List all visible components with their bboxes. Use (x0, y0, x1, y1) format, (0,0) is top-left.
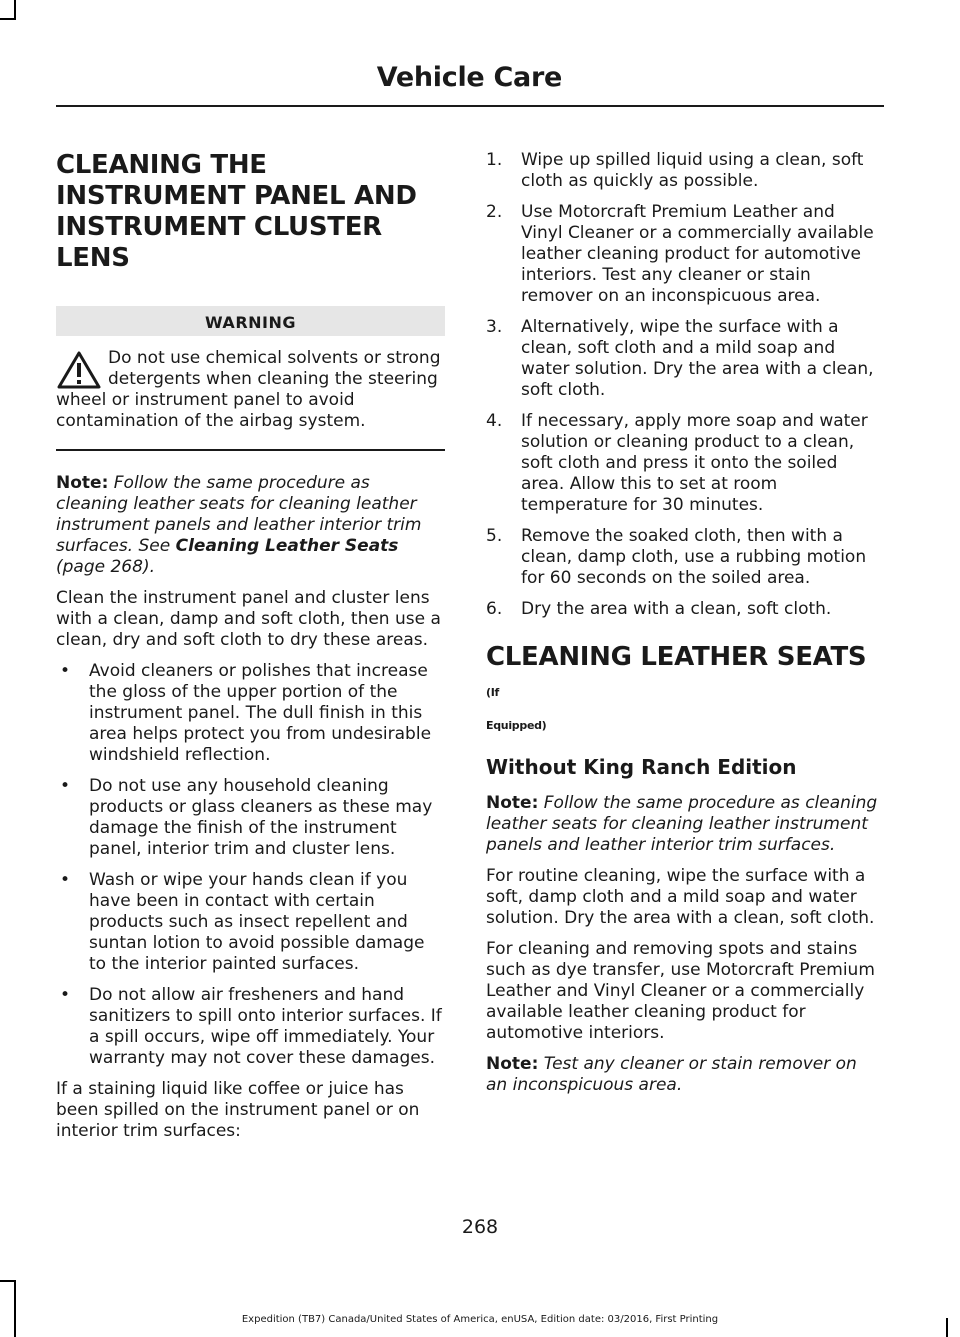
note-paragraph (486, 793, 879, 856)
warning-triangle-icon (56, 350, 102, 390)
step-item (486, 317, 879, 401)
list-item (56, 776, 445, 860)
crop-mark (14, 0, 16, 18)
note-label: Note: (486, 793, 539, 813)
intro-paragraph: Clean the instrument panel and cluster lens with a clean, damp and soft cloth, then use a clean, dry and soft cloth to dry these areas. (56, 587, 441, 650)
list-item-text: Avoid cleaners or polishes that increase the gloss of the upper portion of the instrument panel. The dull finish in this area helps protect you from undesirable windshield reflection. (89, 660, 432, 765)
note-paragraph (56, 473, 445, 578)
bullet-list (56, 661, 445, 1069)
page-number: 268 (461, 1216, 499, 1238)
bullet-icon: • (60, 984, 71, 1005)
cross-reference-link[interactable]: Cleaning Leather Seats (175, 535, 399, 556)
list-item (56, 661, 445, 766)
note-text: Follow the same procedure as cleaning leather seats for cleaning leather instrument panels and leather interior trim surfaces. (486, 793, 878, 855)
step-text: Dry the area with a clean, soft cloth. (521, 599, 832, 619)
section-heading-text: CLEANING LEATHER SEATS (486, 642, 867, 672)
step-text: Wipe up spilled liquid using a clean, soft cloth as quickly as possible. (521, 150, 864, 191)
crop-mark (0, 18, 16, 20)
heading-suffix-equipped: Equipped) (486, 719, 547, 732)
page-title: Vehicle Care (376, 62, 562, 93)
right-column (486, 150, 879, 1106)
cross-reference-page: (page 268). (56, 556, 155, 577)
list-item (56, 985, 445, 1069)
list-item-text: Do not use any household cleaning products or glass cleaners as these may damage the finish of the instrument panel, interior trim and cluster lens. (89, 775, 433, 859)
crop-mark (0, 1280, 16, 1282)
heading-suffix: (If (486, 686, 500, 699)
section-heading: CLEANING THE INSTRUMENT PANEL AND INSTRUMENT CLUSTER LENS (56, 150, 417, 273)
step-number: 5. (486, 526, 503, 546)
warning-label: WARNING (56, 306, 445, 336)
left-column (56, 150, 445, 1152)
bullet-icon: • (60, 869, 71, 890)
crop-mark (14, 1280, 16, 1337)
footer-text: Expedition (TB7) Canada/United States of America, enUSA, Edition date: 03/2016, First Printing (241, 1314, 719, 1325)
closing-paragraph: If a staining liquid like coffee or juice has been spilled on the instrument panel or on interior trim surfaces: (56, 1078, 420, 1141)
warning-box (56, 348, 445, 432)
warning-text: Do not use chemical solvents or strong detergents when cleaning the steering wheel or instrument panel to avoid contamination of the airbag system. (56, 348, 441, 431)
list-item-text: Wash or wipe your hands clean if you have been in contact with certain products such as insect repellent and suntan lotion to avoid possible damage to the interior painted surfaces. (89, 869, 425, 974)
step-text: Alternatively, wipe the surface with a clean, soft cloth and a mild soap and water solution. Dry the area with a clean, soft cloth. (521, 317, 874, 400)
note-text: Follow the same procedure as cleaning leather seats for cleaning leather instrument panels and leather interior trim surfaces. See (56, 472, 422, 556)
warning-divider (56, 449, 445, 451)
step-text: Use Motorcraft Premium Leather and Vinyl Cleaner or a commercially available leather cleaning product for automotive interiors. Test any cleaner or stain remover on an inconspicuous area. (521, 202, 874, 306)
step-item (486, 411, 879, 516)
section-heading-leather (486, 642, 879, 741)
step-text: Remove the soaked cloth, then with a clean, damp cloth, use a rubbing motion for 60 seconds on the soiled area. (521, 526, 867, 588)
header-divider (56, 105, 884, 107)
step-text: If necessary, apply more soap and water solution or cleaning product to a clean, soft cloth and press it onto the soiled area. Allow this to set at room temperature for 30 minutes. (521, 411, 868, 515)
list-item (56, 870, 445, 975)
subheading: Without King Ranch Edition (486, 755, 797, 779)
note-text: Test any cleaner or stain remover on an inconspicuous area. (486, 1054, 857, 1095)
step-number: 2. (486, 202, 503, 222)
steps-list (486, 150, 879, 620)
step-number: 6. (486, 599, 503, 619)
note-label: Note: (56, 472, 109, 493)
step-item (486, 150, 879, 192)
note-label: Note: (486, 1054, 539, 1074)
step-item (486, 526, 879, 589)
step-number: 3. (486, 317, 503, 337)
body-paragraph: For routine cleaning, wipe the surface with a soft, damp cloth and a mild soap and water solution. Dry the area with a clean, soft cloth. (486, 866, 875, 928)
list-item-text: Do not allow air fresheners and hand sanitizers to spill onto interior surfaces. If a spill occurs, wipe off immediately. Your warranty may not cover these damages. (89, 984, 442, 1068)
step-number: 1. (486, 150, 503, 170)
step-item (486, 202, 879, 307)
bullet-icon: • (60, 660, 71, 681)
step-item (486, 599, 879, 620)
body-paragraph: For cleaning and removing spots and stains such as dye transfer, use Motorcraft Premium Leather and Vinyl Cleaner or a commercially available leather cleaning product for automotive interiors. (486, 939, 875, 1043)
step-number: 4. (486, 411, 503, 431)
note-paragraph (486, 1054, 879, 1096)
bullet-icon: • (60, 775, 71, 796)
